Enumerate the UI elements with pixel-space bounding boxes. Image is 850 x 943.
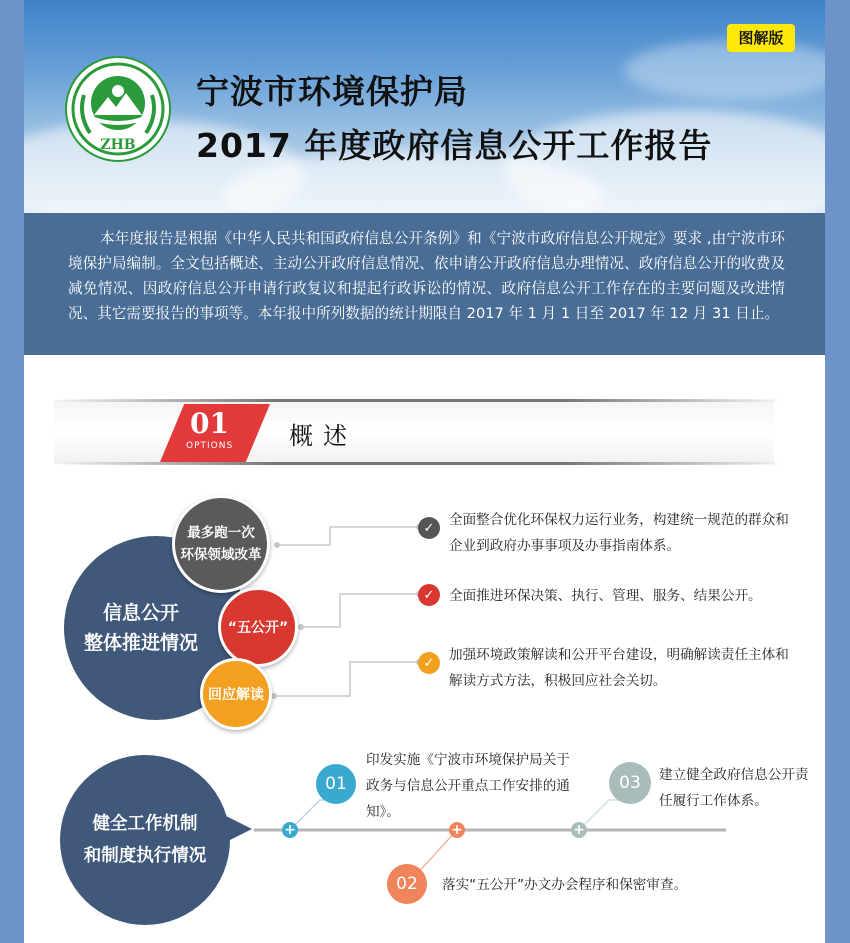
step-node: 01 [316, 764, 356, 804]
bubble-label: 环保领域改革 [180, 547, 262, 563]
plus-icon: + [282, 822, 298, 838]
report-page [24, 0, 825, 943]
bubble-five-disclosures [218, 587, 298, 667]
section-number: 01 [190, 407, 229, 440]
check-icon: ✓ [418, 652, 440, 674]
arrow-pointer [224, 815, 252, 843]
center-label-line1: 信息公开 [102, 602, 179, 624]
step-node: 02 [387, 864, 427, 904]
report-title-line2: 2017 年度政府信息公开工作报告 [196, 126, 713, 165]
report-title-line1: 宁波市环境保护局 [196, 72, 468, 111]
overview-item-text: 加强环境政策解读和公开平台建设，明确解读责任主体和解读方式方法，积极回应社会关切。 [449, 647, 789, 689]
center-label-line2: 和制度执行情况 [83, 846, 207, 866]
step-text: 印发实施《宁波市环境保护局关于政务与信息公开重点工作安排的通知》。 [366, 752, 570, 820]
bubble-response [200, 658, 272, 730]
bubble-label: “五公开” [227, 620, 289, 636]
center-label-line2: 整体推进情况 [83, 632, 198, 654]
plus-icon: + [571, 822, 587, 838]
section-title: 概述 [289, 422, 357, 450]
bubble-reform [172, 495, 270, 593]
overview-item-text: 全面整合优化环保权力运行业务，构建统一规范的群众和企业到政府办事事项及办事指南体系。 [449, 512, 789, 554]
bubble-label: 最多跑一次 [187, 525, 255, 541]
bubble-label: 回应解读 [208, 687, 264, 703]
section-sub-label: OPTIONS [186, 441, 234, 451]
step-text: 建立健全政府信息公开责任履行工作体系。 [659, 767, 809, 809]
check-icon: ✓ [418, 517, 440, 539]
mechanism-center-circle [60, 755, 230, 925]
center-label-line1: 健全工作机制 [92, 814, 198, 834]
step-node: 03 [609, 762, 651, 804]
check-icon: ✓ [418, 584, 440, 606]
infographic-badge: 图解版 [727, 24, 795, 52]
step-text: 落实“五公开”办文办会程序和保密审查。 [442, 877, 688, 893]
intro-paragraph: 本年度报告是根据《中华人民共和国政府信息公开条例》和《宁波市政府信息公开规定》要求 ,由宁波市环境保护局编制。全文包括概述、主动公开政府信息情况、依申请公开政府信息办理情况、政府信息公开的收费及减免情况、因政府信息公开申请行政复议和提起行政诉讼的情况、政府信息公开工作存在的主要问题及改进情况、其它需要报告的事项等。本年报中所列数据的统计期限自 2017 年 1 月 1 日至 2017 年 12 月 31 日止。 [24, 213, 825, 355]
logo-text: ZHB [100, 137, 136, 153]
plus-icon: + [449, 822, 465, 838]
overview-item-text: 全面推进环保决策、执行、管理、服务、结果公开。 [449, 588, 762, 604]
